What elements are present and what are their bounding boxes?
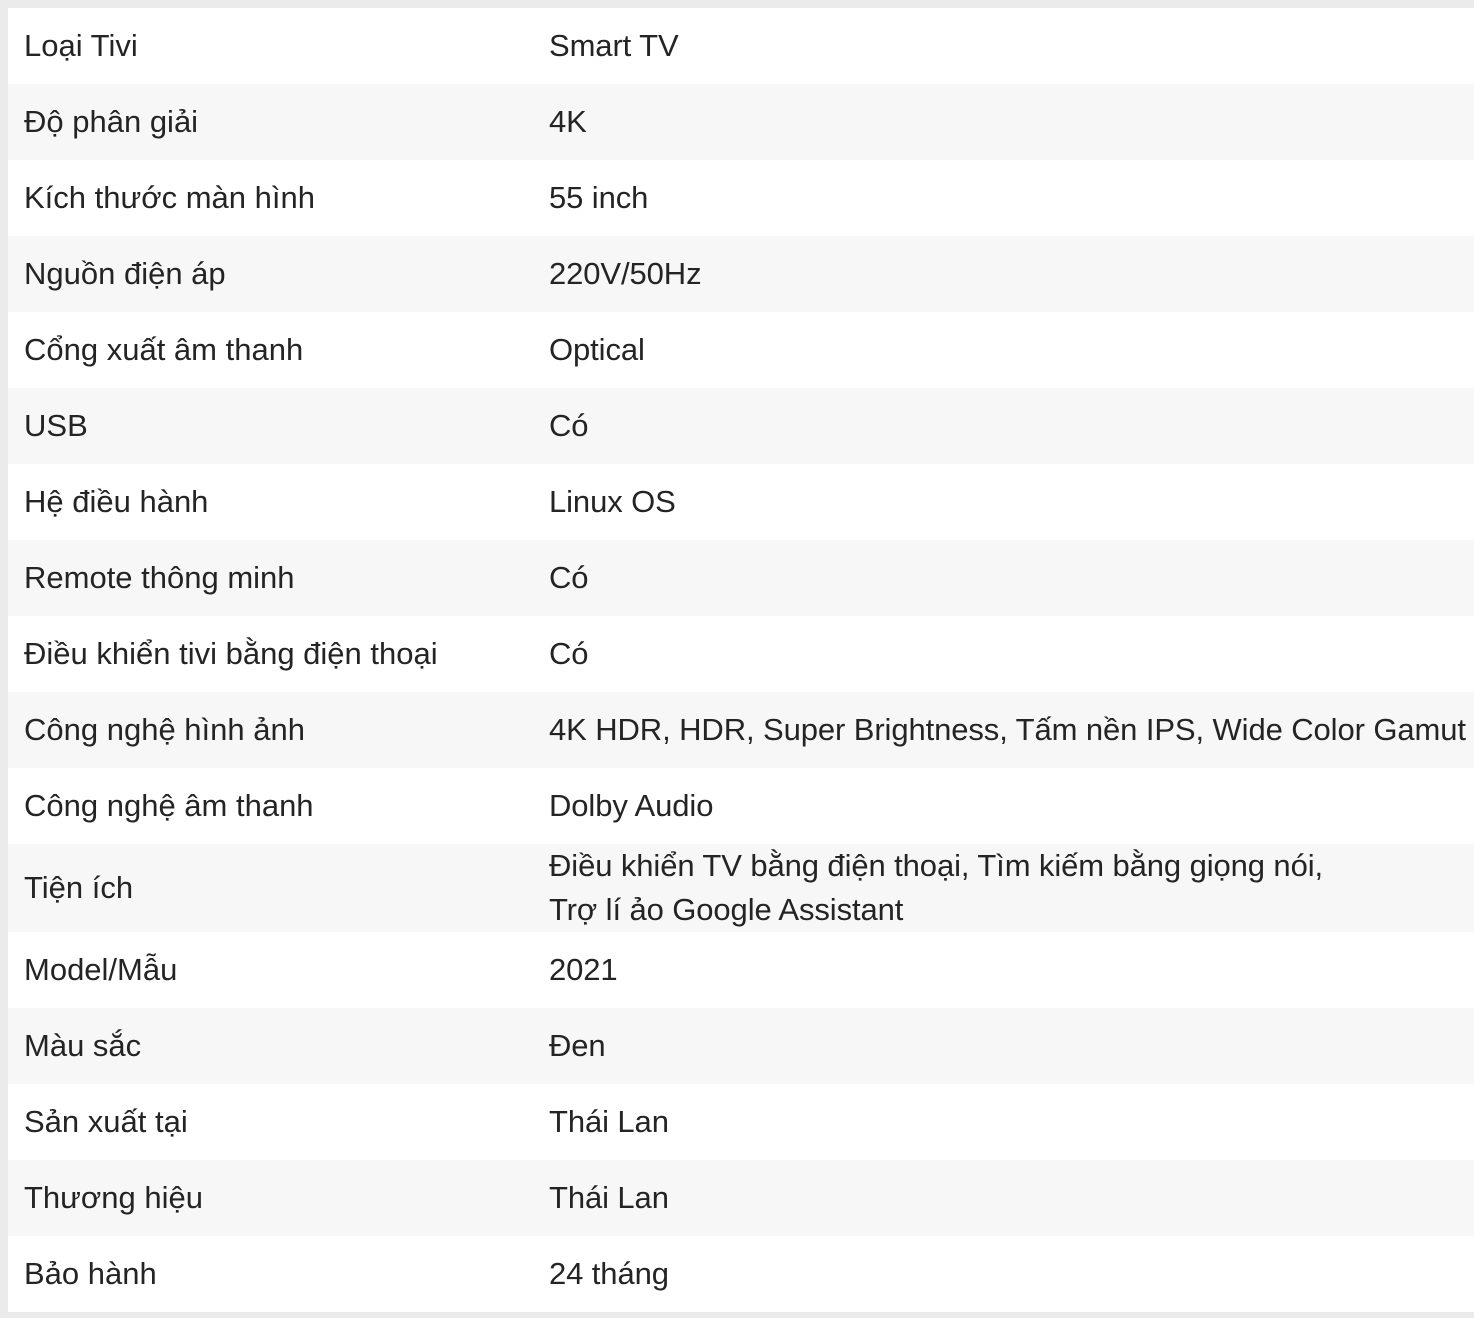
spec-label: Nguồn điện áp bbox=[24, 256, 226, 291]
spec-row-remote-thong-minh bbox=[8, 540, 1474, 616]
spec-label: Model/Mẫu bbox=[24, 952, 178, 987]
spec-row-mau-sac bbox=[8, 1008, 1474, 1084]
spec-value: Đen bbox=[549, 1028, 606, 1063]
spec-value: 24 tháng bbox=[549, 1256, 669, 1291]
spec-value: Có bbox=[549, 560, 589, 595]
spec-label: Remote thông minh bbox=[24, 560, 295, 595]
spec-row-cong-nghe-hinh-anh bbox=[8, 692, 1474, 768]
spec-value: Thái Lan bbox=[549, 1180, 669, 1215]
spec-value: 4K bbox=[549, 104, 587, 139]
spec-label: Thương hiệu bbox=[24, 1180, 203, 1215]
spec-row-do-phan-giai bbox=[8, 84, 1474, 160]
spec-row-he-dieu-hanh bbox=[8, 464, 1474, 540]
spec-value-line: Trợ lí ảo Google Assistant bbox=[549, 892, 904, 927]
spec-table bbox=[8, 8, 1474, 1312]
spec-label: USB bbox=[24, 408, 88, 443]
spec-row-bao-hanh bbox=[8, 1236, 1474, 1312]
spec-value: Thái Lan bbox=[549, 1104, 669, 1139]
spec-value-line: Điều khiển TV bằng điện thoại, Tìm kiếm bằng giọng nói, bbox=[549, 848, 1324, 883]
spec-label: Tiện ích bbox=[24, 870, 134, 905]
spec-label: Kích thước màn hình bbox=[24, 180, 315, 215]
spec-value: Optical bbox=[549, 332, 645, 367]
spec-row-cong-nghe-am-thanh bbox=[8, 768, 1474, 844]
spec-label: Độ phân giải bbox=[24, 104, 199, 139]
spec-value: 4K HDR, HDR, Super Brightness, Tấm nền IPS, Wide Color Gamut bbox=[549, 712, 1466, 747]
spec-value: Có bbox=[549, 408, 589, 443]
spec-value: Có bbox=[549, 636, 589, 671]
spec-value: 55 inch bbox=[549, 180, 649, 215]
spec-value: Linux OS bbox=[549, 484, 676, 519]
spec-label: Công nghệ âm thanh bbox=[24, 788, 314, 823]
spec-row-nguon-dien-ap bbox=[8, 236, 1474, 312]
spec-row-kich-thuoc-man-hinh bbox=[8, 160, 1474, 236]
spec-row-thuong-hieu bbox=[8, 1160, 1474, 1236]
spec-row-cong-xuat-am-thanh bbox=[8, 312, 1474, 388]
spec-value bbox=[533, 844, 1474, 932]
spec-row-model-mau bbox=[8, 932, 1474, 1008]
spec-value: 2021 bbox=[549, 952, 618, 987]
product-spec-panel bbox=[8, 8, 1474, 1312]
spec-row-usb bbox=[8, 388, 1474, 464]
spec-value: Dolby Audio bbox=[549, 788, 714, 823]
spec-row-dieu-khien-bang-dien-thoai bbox=[8, 616, 1474, 692]
spec-label: Điều khiển tivi bằng điện thoại bbox=[24, 636, 438, 671]
spec-label: Màu sắc bbox=[24, 1028, 142, 1063]
spec-row-loai-tivi bbox=[8, 8, 1474, 84]
spec-label: Sản xuất tại bbox=[24, 1104, 188, 1139]
spec-value: Smart TV bbox=[549, 28, 679, 63]
spec-value: 220V/50Hz bbox=[549, 256, 702, 291]
spec-label: Công nghệ hình ảnh bbox=[24, 712, 305, 747]
spec-label: Loại Tivi bbox=[24, 28, 138, 63]
spec-row-tien-ich bbox=[8, 844, 1474, 932]
spec-label: Cổng xuất âm thanh bbox=[24, 332, 304, 367]
spec-label: Hệ điều hành bbox=[24, 484, 209, 519]
spec-row-san-xuat-tai bbox=[8, 1084, 1474, 1160]
spec-label: Bảo hành bbox=[24, 1256, 157, 1291]
